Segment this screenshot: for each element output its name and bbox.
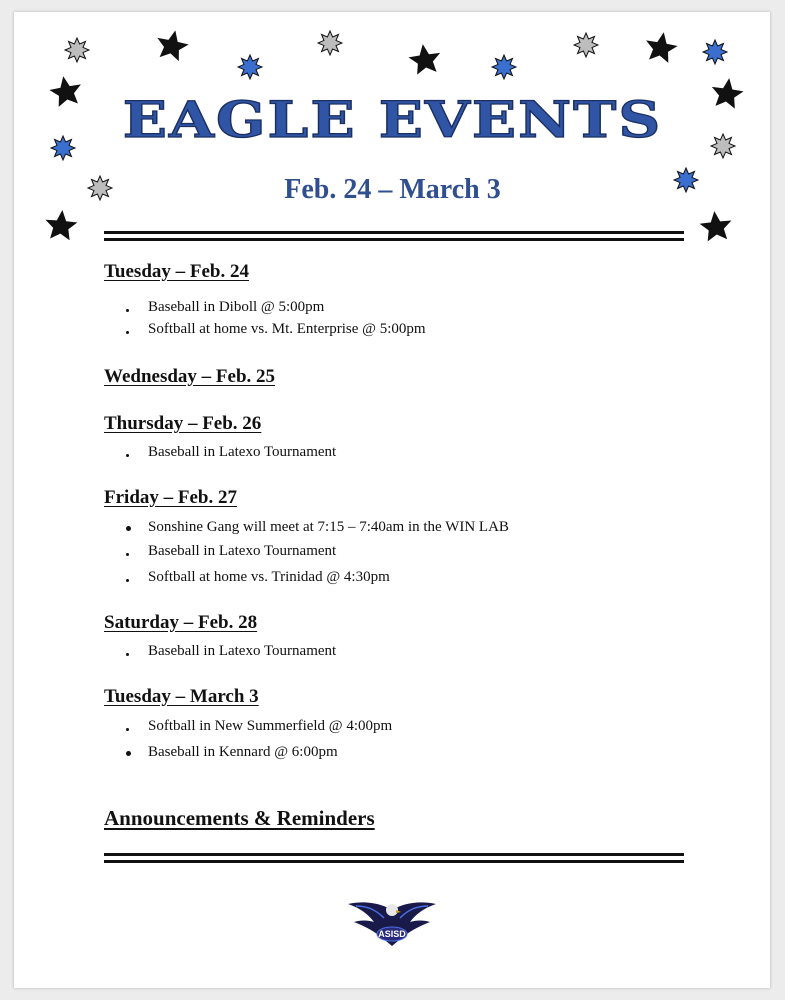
eagle-logo-icon	[346, 896, 438, 948]
blue-burst-icon	[492, 55, 516, 79]
black-star-icon	[407, 42, 443, 76]
event-item: Softball in New Summerfield @ 4:00pm	[148, 718, 393, 734]
bullet-icon	[126, 331, 129, 334]
event-item: Baseball in Kennard @ 6:00pm	[148, 744, 338, 760]
blue-burst-icon	[238, 55, 262, 79]
bullet-icon	[126, 454, 129, 457]
bullet-icon	[126, 751, 131, 756]
event-item: Baseball in Latexo Tournament	[148, 543, 337, 559]
gray-burst-icon	[318, 31, 342, 55]
bullet-icon	[126, 579, 129, 582]
bullet-icon	[126, 728, 129, 731]
event-item: Baseball in Diboll @ 5:00pm	[148, 299, 325, 315]
day-heading: Thursday – Feb. 26	[104, 413, 262, 434]
black-star-icon	[154, 27, 191, 62]
blue-burst-icon	[703, 40, 727, 64]
event-item: Softball at home vs. Mt. Enterprise @ 5:00pm	[148, 321, 426, 337]
bullet-icon	[126, 553, 129, 556]
bullet-icon	[126, 526, 131, 531]
event-item: Baseball in Latexo Tournament	[148, 643, 337, 659]
event-item: Baseball in Latexo Tournament	[148, 444, 337, 460]
day-heading: Tuesday – March 3	[104, 686, 259, 707]
bottom-divider	[104, 851, 684, 865]
bullet-icon	[126, 653, 129, 656]
black-star-icon	[698, 209, 733, 242]
event-item: Softball at home vs. Trinidad @ 4:30pm	[148, 569, 390, 585]
date-range: Feb. 24 – March 3	[284, 174, 501, 205]
gray-burst-icon	[65, 38, 89, 62]
day-heading: Wednesday – Feb. 25	[104, 366, 276, 387]
black-star-icon	[44, 209, 78, 241]
announcements-heading: Announcements & Reminders	[104, 806, 375, 830]
logo-text: ASISD	[378, 929, 406, 939]
top-divider	[104, 229, 684, 243]
day-heading: Saturday – Feb. 28	[104, 612, 258, 633]
bullet-icon	[126, 309, 129, 312]
day-heading: Tuesday – Feb. 24	[104, 261, 249, 282]
black-star-icon	[643, 29, 680, 64]
gray-burst-icon	[574, 33, 598, 57]
day-heading: Friday – Feb. 27	[104, 487, 237, 508]
event-item: Sonshine Gang will meet at 7:15 – 7:40am in the WIN LAB	[148, 519, 509, 535]
flyer-title: EAGLE EVENTS	[122, 91, 663, 149]
